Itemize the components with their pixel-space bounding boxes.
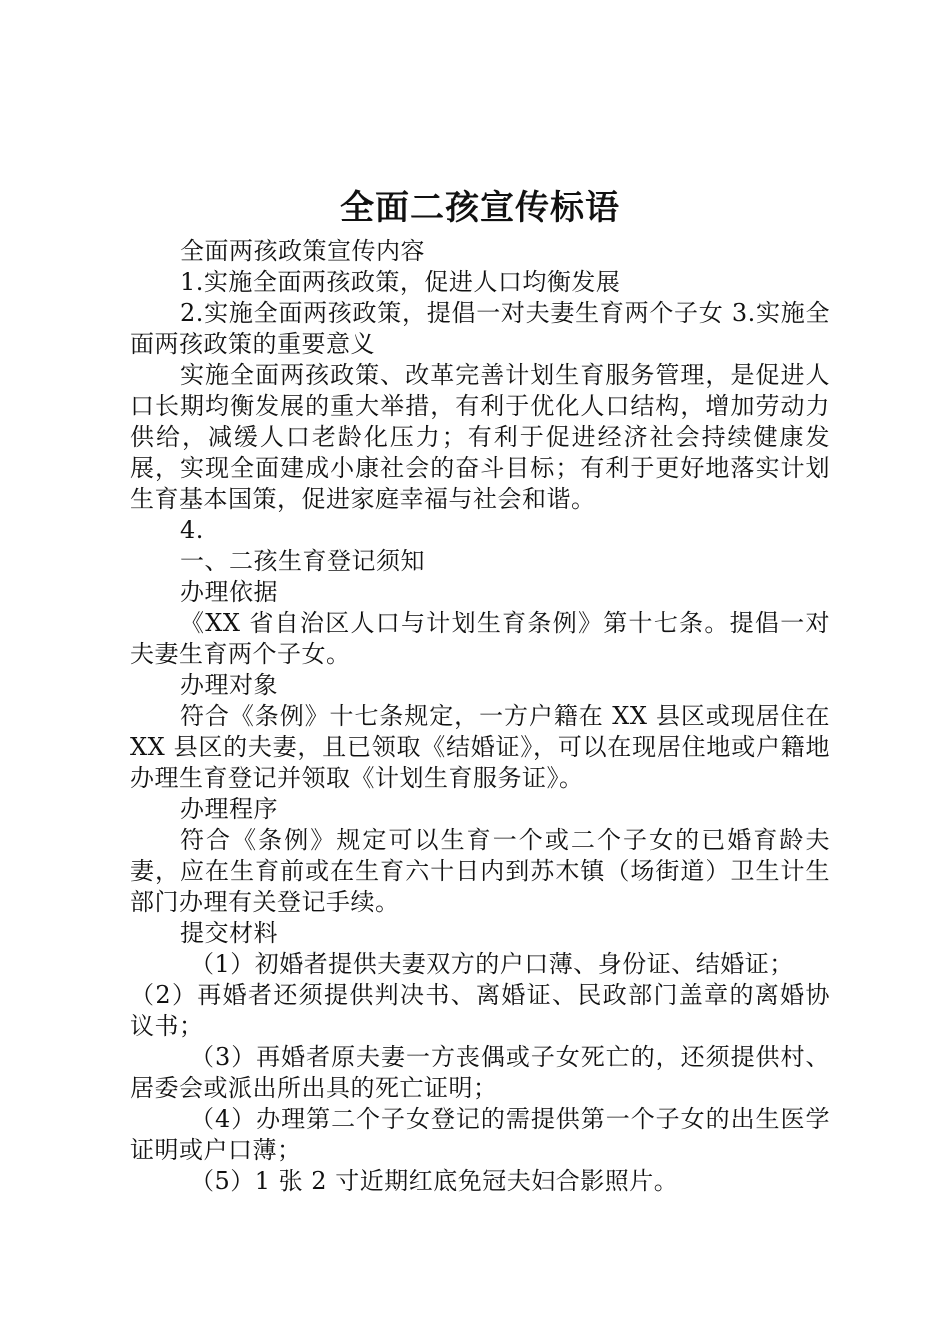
subheading-basis: 办理依据 bbox=[180, 578, 278, 606]
paragraph-item-1: 1.实施全面两孩政策，促进人口均衡发展 bbox=[180, 268, 621, 296]
paragraph-item-2-3: 2.实施全面两孩政策，提倡一对夫妻生育两个子女 3.实施全面两孩政策的重要意义 bbox=[130, 299, 830, 358]
document-title: 全面二孩宣传标语 bbox=[340, 188, 620, 228]
material-item-4: （4）办理第二个子女登记的需提供第一个子女的出生医学证明或户口薄； bbox=[130, 1105, 830, 1164]
material-item-5: （5）1 张 2 寸近期红底免冠夫妇合影照片。 bbox=[190, 1167, 679, 1195]
paragraph-procedure: 符合《条例》规定可以生育一个或二个子女的已婚育龄夫妻，应在生育前或在生育六十日内到苏木镇（场街道）卫生计生部门办理有关登记手续。 bbox=[130, 826, 830, 916]
paragraph-policy-heading: 全面两孩政策宣传内容 bbox=[180, 237, 425, 265]
paragraph-item-4: 4. bbox=[180, 516, 204, 544]
material-item-1: （1）初婚者提供夫妻双方的户口薄、身份证、结婚证； bbox=[190, 950, 794, 978]
subheading-materials: 提交材料 bbox=[180, 919, 278, 947]
material-item-3: （3）再婚者原夫妻一方丧偶或子女死亡的，还须提供村、居委会或派出所出具的死亡证明； bbox=[130, 1043, 830, 1102]
subheading-procedure: 办理程序 bbox=[180, 795, 278, 823]
paragraph-target: 符合《条例》十七条规定，一方户籍在 XX 县区或现居住在 XX 县区的夫妻，且已领取《结婚证》，可以在现居住地或户籍地办理生育登记并领取《计划生育服务证》。 bbox=[130, 702, 830, 792]
document-body bbox=[130, 236, 830, 1197]
subheading-target: 办理对象 bbox=[180, 671, 278, 699]
paragraph-basis: 《XX 省自治区人口与计划生育条例》第十七条。提倡一对夫妻生育两个子女。 bbox=[130, 609, 830, 668]
section-heading-registration: 一、二孩生育登记须知 bbox=[180, 547, 425, 575]
paragraph-significance: 实施全面两孩政策、改革完善计划生育服务管理，是促进人口长期均衡发展的重大举措，有利于优化人口结构，增加劳动力供给，减缓人口老龄化压力；有利于促进经济社会持续健康发展，实现全面建成小康社会的奋斗目标；有利于更好地落实计划生育基本国策，促进家庭幸福与社会和谐。 bbox=[130, 361, 830, 513]
material-item-2: （2）再婚者还须提供判决书、离婚证、民政部门盖章的离婚协议书； bbox=[130, 981, 830, 1040]
